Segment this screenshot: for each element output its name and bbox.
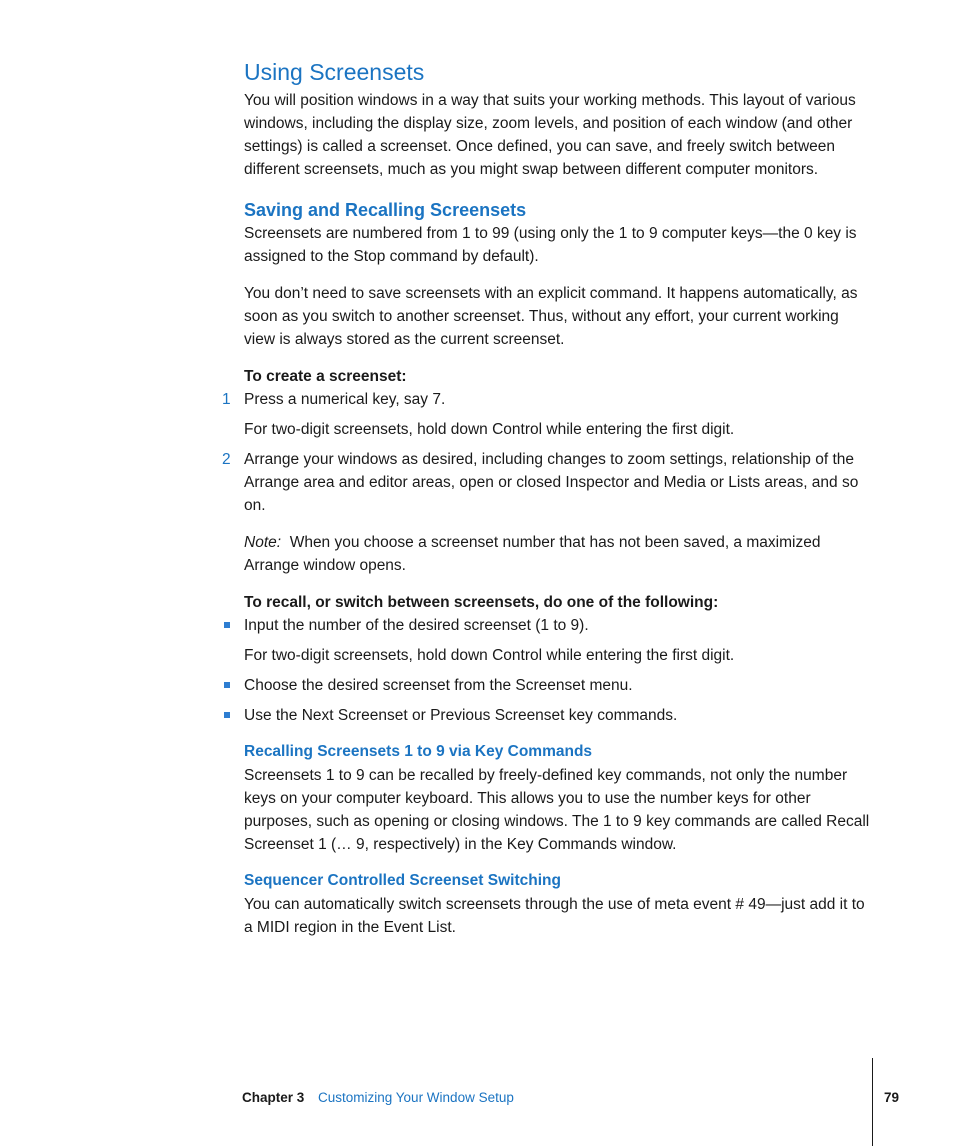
sequencer-heading: Sequencer Controlled Screenset Switching [244,872,561,889]
note-text: When you choose a screenset number that has not been saved, a maximized Arrange window opens. [244,534,821,574]
step-1-sub: For two-digit screensets, hold down Control while entering the first digit. [244,421,735,438]
create-lead: To create a screenset: [244,368,407,385]
bullet-marker [224,712,230,718]
bullet-sub: For two-digit screensets, hold down Control while entering the first digit. [244,647,735,664]
page-content [222,58,874,939]
note-paragraph [244,531,874,577]
recall-keys-heading: Recalling Screensets 1 to 9 via Key Commands [244,743,593,760]
footer-chapter-title: Customizing Your Window Setup [318,1090,514,1105]
footer-chapter: Chapter 3 [242,1090,305,1105]
sequencer-paragraph: You can automatically switch screensets through the use of meta event # 49—just add it to a MIDI region in the Event List. [244,896,865,936]
intro-paragraph: You will position windows in a way that suits your working methods. This layout of various windows, including the display size, zoom levels, and position of each window (and other settings) is called a screenset. Once defined, you can save, and freely switch between different screensets, much as you might swap between different computer monitors. [244,92,856,178]
recall-keys-paragraph: Screensets 1 to 9 can be recalled by freely-defined key commands, not only the number keys on your computer keyboard. This allows you to use the number keys for other purposes, such as opening or closing windows. The 1 to 9 key commands are called Recall Screenset 1 (… 9, respectively) in the Key Commands window. [244,767,870,853]
step-1 [222,388,874,411]
bullet-item [244,704,874,727]
saving-heading: Saving and Recalling Screensets [244,200,527,220]
bullet-text: Choose the desired screenset from the Screenset menu. [244,677,633,694]
bullet-text: Input the number of the desired screenset (1 to 9). [244,617,589,634]
page-number: 79 [884,1090,900,1105]
saving-paragraph-1: Screensets are numbered from 1 to 99 (using only the 1 to 9 computer keys—the 0 key is assigned to the Stop command by default). [244,225,857,265]
step-text: Press a numerical key, say 7. [244,391,446,408]
step-number: 1 [222,391,231,408]
bullet-marker [224,682,230,688]
page-footer [0,1088,954,1108]
step-number: 2 [222,451,231,468]
footer-divider [872,1058,873,1146]
section-title: Using Screensets [244,59,425,85]
step-2 [222,448,874,517]
note-label: Note: [244,534,282,551]
recall-lead: To recall, or switch between screensets, do one of the following: [244,594,719,611]
step-text: Arrange your windows as desired, including changes to zoom settings, relationship of the Arrange area and editor areas, open or closed Inspector and Media or Lists areas, and so on. [244,451,859,514]
bullet-marker [224,622,230,628]
saving-paragraph-2: You don’t need to save screensets with an explicit command. It happens automatically, as soon as you switch to another screenset. Thus, without any effort, your current working view is always stored as the current screenset. [244,285,858,348]
bullet-item [244,674,874,697]
bullet-text: Use the Next Screenset or Previous Screenset key commands. [244,707,678,724]
bullet-item [244,614,874,637]
